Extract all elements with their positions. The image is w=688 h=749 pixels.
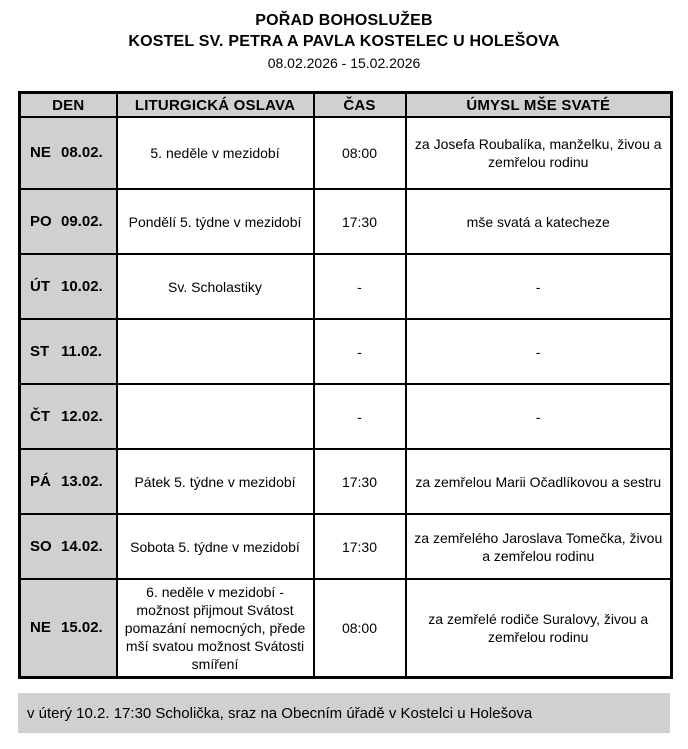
table-row [20,189,672,254]
intention-cell: - [406,254,672,319]
celebration-cell [117,384,314,449]
day-cell [20,117,117,189]
celebration-cell: 5. neděle v mezidobí [117,117,314,189]
time-cell: - [314,384,406,449]
day-date: 10.02. [61,277,103,295]
footer-note-text: v úterý 10.2. 17:30 Scholička, sraz na Obecním úřadě v Kostelci u Holešova [27,704,533,722]
table-row [20,514,672,579]
time-cell: 17:30 [314,189,406,254]
day-abbreviation: PO [30,212,52,230]
day-cell [20,254,117,319]
intention-cell: za zemřelou Marii Očadlíkovou a sestru [406,449,672,514]
celebration-cell: Pondělí 5. týdne v mezidobí [117,189,314,254]
day-abbreviation: SO [30,537,52,555]
page-title: POŘAD BOHOSLUŽEB [255,12,433,29]
intention-cell: za Josefa Roubalíka, manželku, živou a zemřelou rodinu [406,117,672,189]
celebration-cell: Sv. Scholastiky [117,254,314,319]
day-cell [20,449,117,514]
table-row [20,254,672,319]
page-subtitle: KOSTEL SV. PETRA A PAVLA KOSTELEC U HOLEŠOVA [128,33,560,50]
day-cell [20,384,117,449]
column-header-den: DEN [20,93,117,118]
intention-cell: za zemřelé rodiče Suralovy, živou a zemřelou rodinu [406,579,672,678]
day-date: 14.02. [61,537,103,555]
day-cell [20,579,117,678]
date-range: 08.02.2026 - 15.02.2026 [267,55,421,71]
time-cell: - [314,254,406,319]
day-abbreviation: PÁ [30,472,51,490]
table-row [20,384,672,449]
column-header-liturgicka-oslava: LITURGICKÁ OSLAVA [117,93,314,118]
schedule-table [18,91,673,679]
table-header-row [20,93,672,118]
day-date: 15.02. [61,619,103,636]
time-cell: 17:30 [314,514,406,579]
column-header-cas: ČAS [314,93,406,118]
day-date: 08.02. [61,144,103,161]
celebration-cell: Pátek 5. týdne v mezidobí [117,449,314,514]
day-date: 09.02. [61,212,103,230]
column-header-umysl-mse-svate: ÚMYSL MŠE SVATÉ [406,93,672,118]
day-abbreviation: ČT [30,407,50,425]
day-cell [20,514,117,579]
day-abbreviation: ÚT [30,277,50,295]
footer-note [18,693,670,733]
table-row [20,449,672,514]
time-cell: 08:00 [314,579,406,678]
day-cell [20,319,117,384]
day-abbreviation: ST [30,342,50,360]
day-cell [20,189,117,254]
celebration-cell: Sobota 5. týdne v mezidobí [117,514,314,579]
time-cell: 08:00 [314,117,406,189]
table-row [20,579,672,678]
celebration-cell [117,319,314,384]
table-row [20,117,672,189]
time-cell: - [314,319,406,384]
day-date: 11.02. [61,342,102,360]
day-date: 12.02. [61,407,103,425]
celebration-cell: 6. neděle v mezidobí - možnost přijmout Svátost pomazání nemocných, přede mší svatou možnost Svátosti smíření [117,579,314,678]
intention-cell: - [406,319,672,384]
table-row [20,319,672,384]
day-date: 13.02. [61,472,103,490]
intention-cell: mše svatá a katecheze [406,189,672,254]
day-abbreviation: NE [30,619,51,636]
intention-cell: - [406,384,672,449]
time-cell: 17:30 [314,449,406,514]
document-header [0,0,688,74]
intention-cell: za zemřelého Jaroslava Tomečka, živou a zemřelou rodinu [406,514,672,579]
day-abbreviation: NE [30,144,51,161]
